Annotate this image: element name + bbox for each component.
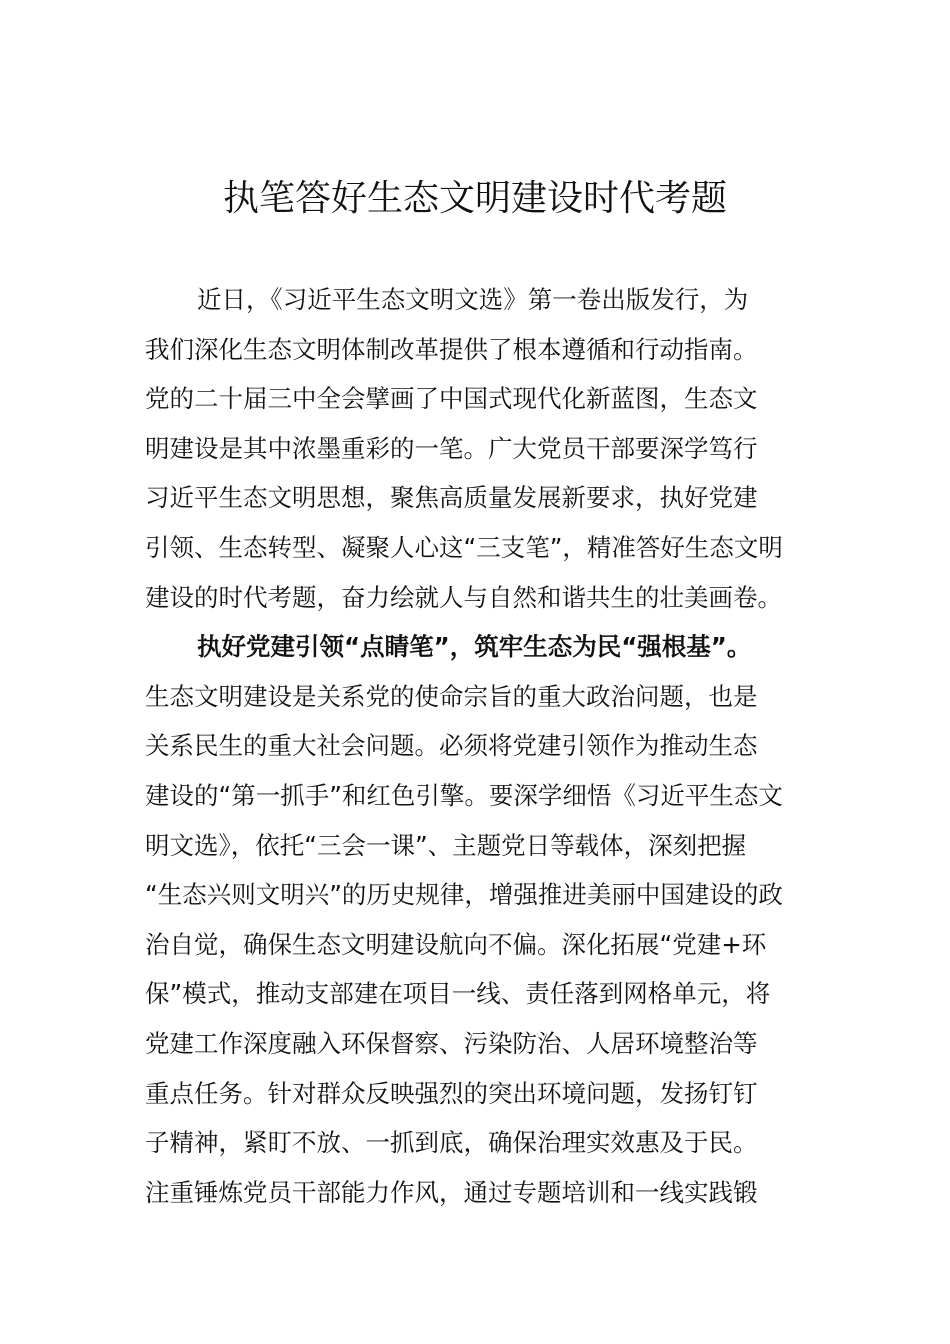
section-heading: 执好党建引领“点睛笔”，筑牢生态为民“强根基”。 <box>197 632 752 662</box>
document-body <box>145 275 805 1217</box>
body-line: 关系民生的重大社会问题。必须将党建引领作为推动生态 <box>145 731 758 761</box>
body-line: 明建设是其中浓墨重彩的一笔。广大党员干部要深学笃行 <box>145 433 758 463</box>
body-line: 建设的时代考题，奋力绘就人与自然和谐共生的壮美画卷。 <box>145 582 782 612</box>
body-line: “生态兴则文明兴”的历史规律，增强推进美丽中国建设的政 <box>145 880 783 910</box>
body-line: 明文选》，依托“三会一课”、主题党日等载体，深刻把握 <box>145 830 747 860</box>
body-line: 我们深化生态文明体制改革提供了根本遵循和行动指南。 <box>145 334 758 364</box>
body-line: 生态文明建设是关系党的使命宗旨的重大政治问题，也是 <box>145 681 758 711</box>
body-line: 建设的“第一抓手”和红色引擎。要深学细悟《习近平生态文 <box>145 780 783 810</box>
body-line: 引领、生态转型、凝聚人心这“三支笔”，精准答好生态文明 <box>145 532 783 562</box>
body-line: 子精神，紧盯不放、一抓到底，确保治理实效惠及于民。 <box>145 1128 758 1158</box>
body-line: 近日，《习近平生态文明文选》第一卷出版发行，为 <box>197 285 749 314</box>
body-line: 党的二十届三中全会擘画了中国式现代化新蓝图，生态文 <box>145 384 758 414</box>
body-line: 党建工作深度融入环保督察、污染防治、人居环境整治等 <box>145 1028 758 1058</box>
body-line: 习近平生态文明思想，聚焦高质量发展新要求，执好党建 <box>145 483 758 513</box>
body-line: 治自觉，确保生态文明建设航向不偏。深化拓展“党建+环 <box>145 929 767 959</box>
body-line: 保”模式，推动支部建在项目一线、责任落到网格单元，将 <box>145 979 771 1009</box>
body-line: 重点任务。针对群众反映强烈的突出环境问题，发扬钉钉 <box>145 1078 758 1108</box>
document-title: 执笔答好生态文明建设时代考题 <box>222 178 727 219</box>
body-line: 注重锤炼党员干部能力作风，通过专题培训和一线实践锻 <box>145 1177 758 1207</box>
